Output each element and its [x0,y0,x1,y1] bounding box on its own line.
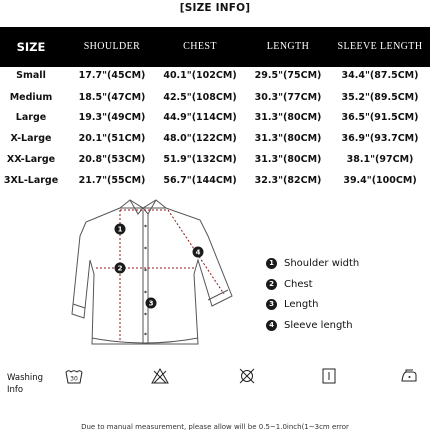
chest-cell: 48.0"(122CM) [163,133,237,144]
legend-label: Sleeve length [284,320,353,331]
measurement-note: Due to manual measurement, please allow will be 0.5~1.0inch(1~3cm error [81,423,349,430]
marker-label-2: 2 [117,264,123,273]
table-row [0,88,430,108]
shoulder-cell: 18.5"(47CM) [78,92,146,103]
legend-number: 2 [266,279,277,290]
size-table-header [0,27,430,67]
shirt-outline [72,200,232,344]
header-sleeve-length: SLEEVE LENGTH [337,41,423,52]
header-length: LENGTH [266,41,310,52]
shoulder-cell: 20.8"(53CM) [78,154,146,165]
header-shoulder: SHOULDER [83,41,141,52]
line-dry-icon [319,366,339,386]
wash-30-icon [64,366,84,386]
sleeve-cell: 39.4"(100CM) [343,175,417,186]
washing-info-label [7,372,43,396]
legend-number: 1 [266,258,277,269]
length-cell: 30.3"(77CM) [254,92,322,103]
diagram-markers [115,224,204,309]
washing-label-line1: Washing [7,373,44,383]
size-cell: Medium [9,92,53,103]
marker-label-3: 3 [148,299,154,308]
table-row [0,150,430,170]
legend-label: Chest [284,279,313,290]
length-cell: 32.3"(82CM) [254,175,322,186]
size-cell: Large [15,112,47,123]
washing-label-line2: Info [7,385,24,395]
page-title: [SIZE INFO] [179,2,251,14]
marker-label-4: 4 [195,248,201,257]
shoulder-cell: 19.3"(49CM) [78,112,146,123]
length-cell: 31.3"(80CM) [254,154,322,165]
length-cell: 31.3"(80CM) [254,112,322,123]
header-size: SIZE [16,40,46,54]
wash-temp-text: 30 [70,375,78,383]
marker-label-1: 1 [117,225,123,234]
table-row [0,66,430,86]
chest-cell: 40.1"(102CM) [163,70,237,81]
size-cell: 3XL-Large [3,175,59,186]
chest-cell: 56.7"(144CM) [163,175,237,186]
legend-number: 4 [266,320,277,331]
shoulder-cell: 20.1"(51CM) [78,133,146,144]
shoulder-cell: 21.7"(55CM) [78,175,146,186]
sleeve-cell: 36.9"(93.7CM) [341,133,419,144]
legend-label: Shoulder width [284,258,360,269]
length-cell: 29.5"(75CM) [254,70,322,81]
table-row [0,129,430,149]
sleeve-cell: 35.2"(89.5CM) [341,92,419,103]
length-cell: 31.3"(80CM) [254,133,322,144]
shirt-buttons [144,225,146,335]
table-row [0,171,430,191]
sleeve-cell: 38.1"(97CM) [346,154,414,165]
chest-cell: 44.9"(114CM) [163,112,237,123]
shirt-measurement-diagram [58,196,248,346]
size-cell: X-Large [10,133,52,144]
chest-cell: 51.9"(132CM) [163,154,237,165]
shoulder-cell: 17.7"(45CM) [78,70,146,81]
legend-number: 3 [266,299,277,310]
no-bleach-icon [150,366,170,386]
sleeve-cell: 36.5"(91.5CM) [341,112,419,123]
header-chest: CHEST [183,41,217,52]
size-cell: Small [16,70,46,81]
chest-cell: 42.5"(108CM) [163,92,237,103]
iron-low-icon [399,366,419,386]
legend-label: Length [284,299,319,310]
sleeve-cell: 34.4"(87.5CM) [341,70,419,81]
size-cell: XX-Large [6,154,56,165]
table-row [0,108,430,128]
no-tumble-dry-icon [237,366,257,386]
